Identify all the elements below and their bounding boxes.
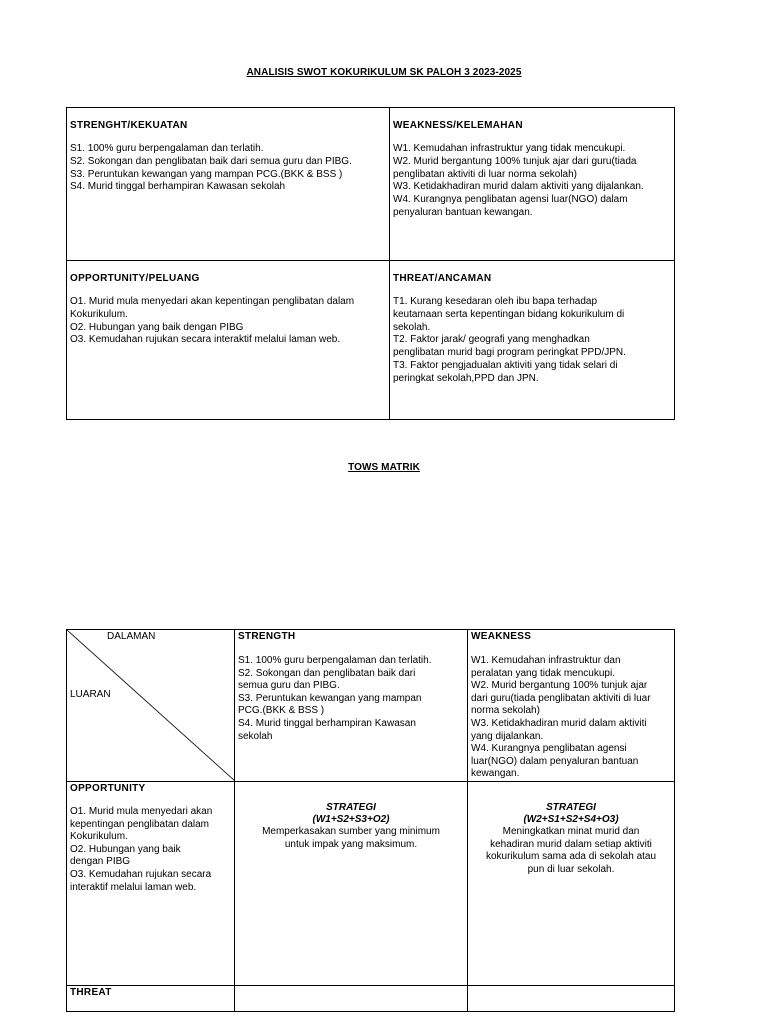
so-strategy-text: untuk impak yang maksimum. <box>284 838 418 850</box>
strength-cell <box>67 108 390 261</box>
tows-weakness-cell <box>468 630 675 782</box>
threat-item: peringkat sekolah,PPD dan JPN. <box>393 372 539 384</box>
strength-item: S2. Sokongan dan penglibatan baik dari semua guru dan PIBG. <box>70 155 352 167</box>
tows-opportunity-item: kepentingan penglibatan dalam <box>70 818 209 830</box>
so-strategy-text: Memperkasakan sumber yang minimum <box>262 825 440 837</box>
tows-strength-item: S4. Murid tinggal berhampiran Kawasan <box>238 717 416 729</box>
tows-weakness-item: norma sekolah) <box>471 705 540 717</box>
tows-weakness-heading: WEAKNESS <box>471 631 532 642</box>
opportunity-cell <box>67 261 390 420</box>
wo-strategy-text: kokurikulum sama ada di sekolah atau <box>485 851 657 863</box>
st-strategy-cell <box>235 985 468 1011</box>
strength-item: S1. 100% guru berpengalaman dan terlatih. <box>70 143 264 154</box>
tows-weakness-item: W2. Murid bergantung 100% tunjuk ajar <box>471 680 648 692</box>
weakness-item: W4. Kurangnya penglibatan agensi luar(NGO) dalam <box>393 194 628 206</box>
luaran-label: LUARAN <box>70 689 111 700</box>
tows-matrix-table <box>66 629 675 1012</box>
opportunity-item: O3. Kemudahan rujukan secara interaktif melalui laman web. <box>70 334 341 346</box>
threat-item: penglibatan murid bagi program peringkat PPD/JPN. <box>393 347 626 359</box>
tows-strength-item: S3. Peruntukan kewangan yang mampan <box>238 692 422 704</box>
tows-strength-item: S1. 100% guru berpengalaman dan terlatih. <box>238 655 432 666</box>
threat-item: keutamaan serta kepentingan bidang kokurikulum di <box>393 308 625 320</box>
tows-threat-heading: THREAT <box>70 986 112 998</box>
tows-strength-heading: STRENGTH <box>238 631 296 642</box>
opportunity-item: O1. Murid mula menyedari akan kepentingan penglibatan dalam <box>70 296 355 307</box>
corner-cell <box>67 630 235 782</box>
diagonal-line <box>67 630 235 781</box>
tows-strength-item: S2. Sokongan dan penglibatan baik dari <box>238 667 416 679</box>
tows-weakness-item: W4. Kurangnya penglibatan agensi <box>471 743 627 755</box>
tows-opportunity-item: dengan PIBG <box>70 856 131 868</box>
tows-strength-item: semua guru dan PIBG. <box>238 680 340 692</box>
so-strategy-label: STRATEGI <box>326 801 376 813</box>
tows-strength-item: sekolah <box>238 730 273 742</box>
wo-strategy-cell <box>468 781 675 985</box>
tows-opportunity-item: O3. Kemudahan rujukan secara <box>70 868 212 880</box>
dalaman-label: DALAMAN <box>107 631 156 642</box>
wo-strategy-text: Meningkatkan minat murid dan <box>502 825 640 837</box>
opportunity-item: O2. Hubungan yang baik dengan PIBG <box>70 321 244 333</box>
swot-title: ANALISIS SWOT KOKURIKULUM SK PALOH 3 2023-2025 <box>246 67 522 78</box>
tows-weakness-item: kewangan. <box>471 768 520 780</box>
threat-heading: THREAT/ANCAMAN <box>393 273 492 284</box>
weakness-item: W1. Kemudahan infrastruktur yang tidak mencukupi. <box>393 143 626 154</box>
tows-weakness-item: W1. Kemudahan infrastruktur dan <box>471 655 621 666</box>
swot-table <box>66 107 675 420</box>
tows-weakness-item: luar(NGO) dalam penyaluran bantuan <box>471 755 639 767</box>
opportunity-heading: OPPORTUNITY/PELUANG <box>70 273 200 284</box>
tows-opportunity-item: interaktif melalui laman web. <box>70 881 197 893</box>
tows-opportunity-item: O1. Murid mula menyedari akan <box>70 805 213 817</box>
strength-item: S3. Peruntukan kewangan yang mampan PCG.(BKK & BSS ) <box>70 168 343 180</box>
threat-item: T1. Kurang kesedaran oleh ibu bapa terhadap <box>393 296 598 307</box>
weakness-cell <box>390 108 675 261</box>
weakness-item: penyaluran bantuan kewangan. <box>393 206 533 218</box>
tows-threat-cell <box>67 985 235 1011</box>
wo-strategy-text: kehadiran murid dalam setiap aktiviti <box>490 838 652 850</box>
wo-strategy-label: STRATEGI <box>546 801 596 813</box>
tows-weakness-item: dari guru(tiada penglibatan aktiviti di luar <box>471 692 651 704</box>
wo-strategy-text: pun di luar sekolah. <box>527 863 615 875</box>
so-strategy-code: (W1+S2+S3+O2) <box>312 813 390 825</box>
tows-strength-item: PCG.(BKK & BSS ) <box>238 705 325 717</box>
weakness-item: penglibatan aktiviti di luar norma sekolah) <box>393 168 577 180</box>
tows-opportunity-item: Kokurikulum. <box>70 831 128 843</box>
weakness-item: W3. Ketidakhadiran murid dalam aktiviti yang dijalankan. <box>393 181 644 193</box>
wo-strategy-code: (W2+S1+S2+S4+O3) <box>523 813 619 825</box>
threat-cell <box>390 261 675 420</box>
weakness-item: W2. Murid bergantung 100% tunjuk ajar dari guru(tiada <box>393 155 637 167</box>
tows-opportunity-heading: OPPORTUNITY <box>70 782 146 794</box>
threat-item: sekolah. <box>393 321 431 333</box>
tows-opportunity-cell <box>67 781 235 985</box>
threat-item: T2. Faktor jarak/ geografi yang menghadkan <box>393 334 590 346</box>
tows-title: TOWS MATRIK <box>348 462 420 473</box>
tows-opportunity-item: O2. Hubungan yang baik <box>70 843 181 855</box>
tows-weakness-item: W3. Ketidakhadiran murid dalam aktiviti <box>471 717 647 729</box>
wt-strategy-cell <box>468 985 675 1011</box>
so-strategy-cell <box>235 781 468 985</box>
strength-heading: STRENGHT/KEKUATAN <box>70 120 188 131</box>
strength-item: S4. Murid tinggal berhampiran Kawasan sekolah <box>70 181 286 193</box>
tows-strength-cell <box>235 630 468 782</box>
tows-weakness-item: peralatan yang tidak mencukupi. <box>471 667 615 679</box>
threat-item: T3. Faktor pengjadualan aktiviti yang tidak selari di <box>393 359 618 371</box>
weakness-heading: WEAKNESS/KELEMAHAN <box>393 120 523 131</box>
tows-weakness-item: yang dijalankan. <box>471 730 544 742</box>
opportunity-item: Kokurikulum. <box>70 308 128 320</box>
